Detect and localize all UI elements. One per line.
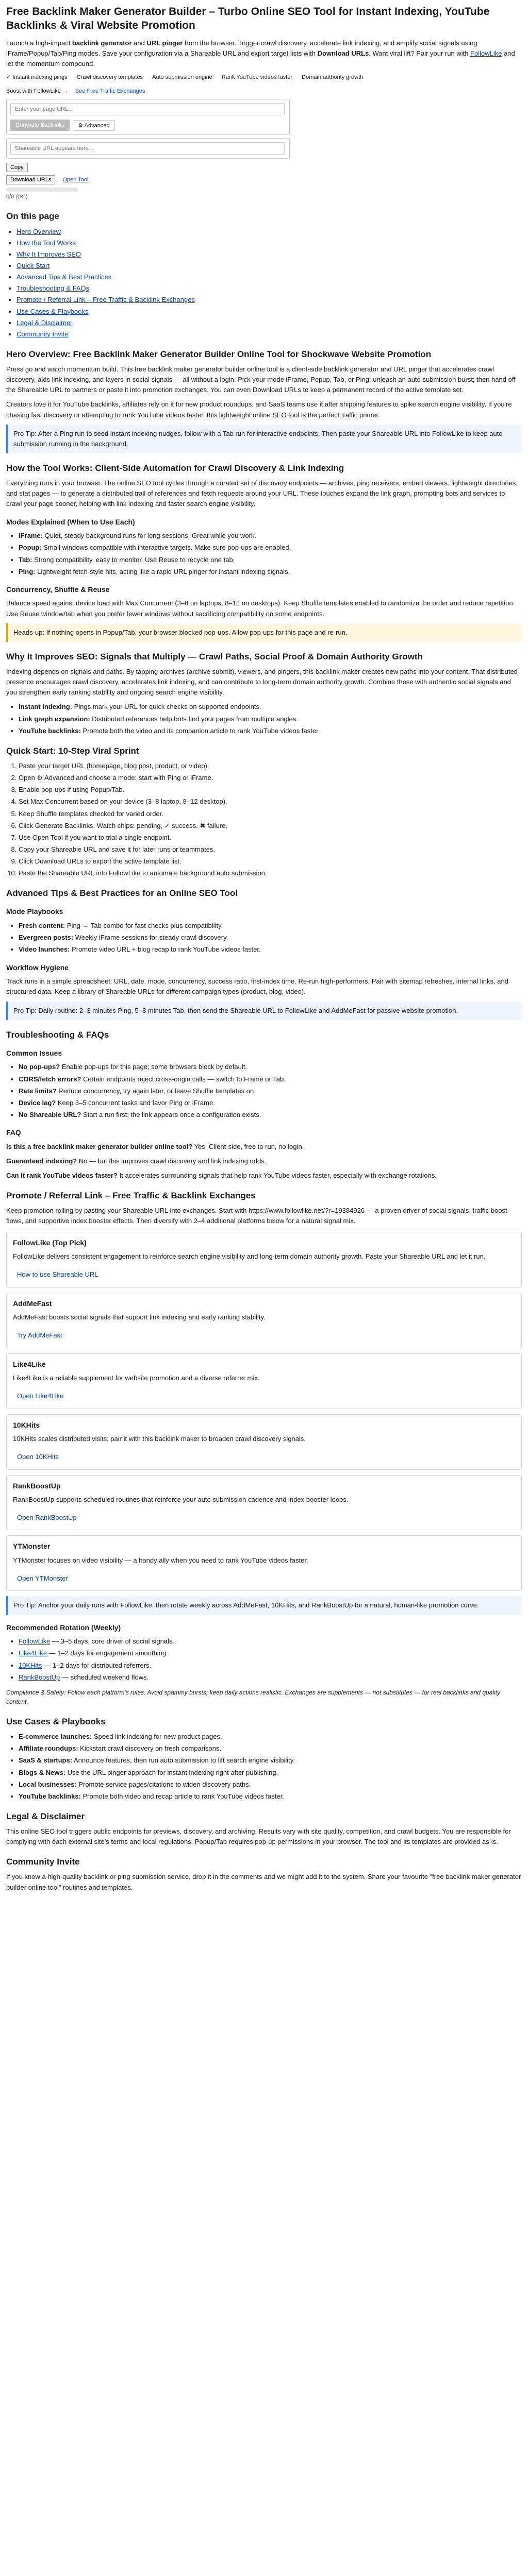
feature-chip: Domain authority growth [302, 74, 364, 81]
hero-heading: Hero Overview: Free Backlink Maker Generator Builder Online Tool for Shockwave Website Promotion [6, 349, 432, 359]
card-button[interactable]: How to use Shareable URL [17, 1270, 98, 1279]
step-item: 2. Open ⚙ Advanced and choose a mode: start with Ping or iFrame. [19, 773, 522, 783]
toc-item [16, 249, 522, 260]
step-item: 6. Click Generate Backlinks. Watch chips: pending, ✓ success, ✖ failure. [19, 821, 522, 831]
playbook-item: • Evergreen posts: Weekly iFrame sessions for steady crawl discovery. [19, 933, 522, 943]
toc-item [16, 272, 522, 282]
rotation-heading: Recommended Rotation (Weekly) [6, 1623, 121, 1632]
mode-item: • Tab: Strong compatibility, easy to monitor. Use Reuse to recycle one tab. [19, 555, 522, 565]
toc-link-trouble[interactable]: Troubleshooting & FAQs [16, 284, 90, 293]
compliance-note: Compliance & Safety: Follow each platform's rules. Avoid spammy bursts; keep daily actions realistic. Exchanges are supplements — not substitutes — for real backlinks and quality content. [6, 1688, 501, 1706]
issue-item: • Rate limits? Reduce concurrency, try again later, or leave Shuffle templates on. [19, 1086, 522, 1096]
toc-link-quick[interactable]: Quick Start [16, 261, 50, 269]
toc-item [16, 295, 522, 305]
legal-heading: Legal & Disclaimer [6, 1811, 85, 1821]
card-button[interactable]: Open 10KHits [17, 1453, 59, 1461]
rotation-item: • Like4Like — 1–2 days for engagement smoothing. [19, 1648, 522, 1658]
download-urls-button[interactable]: Download URLs [6, 175, 55, 184]
use-case-item: • E-commerce launches: Speed link indexing for new product pages. [19, 1732, 522, 1742]
rotation-item: • FollowLike — 3–5 days, core driver of social signals. [19, 1636, 522, 1647]
step-item: 9. Click Download URLs to export the active template list. [19, 856, 522, 867]
why-list [6, 702, 522, 736]
concurrency-heading: Concurrency, Shuffle & Reuse [6, 585, 110, 594]
step-item: 4. Set Max Concurrent based on your device (3–8 laptop, 8–12 desktop). [19, 796, 522, 807]
card-text: 10KHits scales distributed visits; pair it with this backlink maker to broaden crawl discovery signals. [13, 1435, 306, 1443]
card-text: YTMonster focuses on video visibility — a handy ally when you need to rank YouTube videos faster. [13, 1556, 308, 1565]
mode-item: • Popup: Small windows compatible with interactive targets. Make sure pop-ups are enabled. [19, 543, 522, 553]
how-heading: How the Tool Works: Client-Side Automation for Crawl Discovery & Link Indexing [6, 463, 344, 473]
card-title: FollowLike (Top Pick) [13, 1238, 87, 1247]
heads-up-callout: Heads-up: If nothing opens in Popup/Tab, your browser blocked pop-ups. Allow pop-ups for this page and re-run. [6, 623, 522, 642]
exchange-card [6, 1353, 522, 1409]
toc-link-advanced[interactable]: Advanced Tips & Best Practices [16, 273, 112, 281]
quick-start-heading: Quick Start: 10-Step Viral Sprint [6, 745, 139, 756]
card-text: AddMeFast boosts social signals that support link indexing and early ranking stability. [13, 1313, 266, 1321]
issues-list [6, 1062, 522, 1120]
copy-button[interactable]: Copy [6, 163, 28, 172]
card-button[interactable]: Open YTMonster [17, 1574, 68, 1583]
toc-title: On this page [6, 211, 59, 222]
card-text: Like4Like is a reliable supplement for website promotion and a diverse referrer mix. [13, 1374, 260, 1382]
use-case-item: • SaaS & startups: Announce features, then run auto submission to lift search engine visibility. [19, 1755, 522, 1766]
open-tool-link[interactable]: Open Tool [62, 176, 89, 183]
modes-list [6, 531, 522, 577]
mode-item: • iFrame: Quiet, steady background runs for long sessions. Great while you work. [19, 531, 522, 541]
promote-heading: Promote / Referral Link – Free Traffic & Backlink Exchanges [6, 1191, 256, 1201]
table-of-contents [6, 227, 522, 340]
rotation-item: • 10KHits — 1–2 days for distributed referrers. [19, 1660, 522, 1671]
hero-paragraph: Creators love it for YouTube backlinks, affiliates rely on it for new product roundups, and SaaS teams use it after shipping features to spike search engine visibility. If you're chasing fast discovery or attempting to rank YouTube videos faster, this lightweight online SEO tool is the perfect traffic primer. [6, 400, 512, 419]
followlike-link[interactable]: FollowLike [470, 49, 502, 57]
rotation-item: • RankBoostUp — scheduled weekend flows. [19, 1672, 522, 1683]
why-item: • Instant indexing: Pings mark your URL for quick checks on supported endpoints. [19, 702, 522, 712]
card-button[interactable]: Try AddMeFast [17, 1331, 62, 1340]
feature-chip: ✓ Instant indexing pings [6, 74, 68, 81]
community-paragraph: If you know a high-quality backlink or ping submission service, drop it in the comments and we might add it to the system. Share your favourite "free backlink maker generator builder online tool" routines and templates. [6, 1873, 521, 1891]
page-url-input[interactable] [10, 103, 285, 115]
issues-heading: Common Issues [6, 1048, 62, 1057]
use-case-item: • Local businesses: Promote service pages/citations to widen discovery paths. [19, 1780, 522, 1790]
faq-heading: FAQ [6, 1128, 21, 1137]
pro-tip-callout: Pro Tip: Anchor your daily runs with FollowLike, then rotate weekly across AddMeFast, 10KHits, and RankBoostUp for a natural, human-like promotion curve. [6, 1596, 522, 1615]
toc-item [16, 307, 522, 317]
card-text: FollowLike delivers consistent engagement to reinforce search engine visibility and long-term domain authority growth. Paste your Shareable URL and let it run. [13, 1252, 486, 1261]
step-item: 10. Paste the Shareable URL into FollowLike to automate background auto submission. [19, 868, 522, 878]
promo-row [6, 87, 522, 96]
issue-item: • Device lag? Keep 3–5 concurrent tasks and favor Ping or iFrame. [19, 1098, 522, 1108]
url-panel [6, 99, 290, 135]
issue-item: • No pop-ups? Enable pop-ups for this page; some browsers block by default. [19, 1062, 522, 1072]
page-title: Free Backlink Maker Generator Builder – Turbo Online SEO Tool for Instant Indexing, YouTube Backlinks & Viral Website Promotion [6, 6, 490, 31]
toc-link-how[interactable]: How the Tool Works [16, 239, 76, 247]
exchange-card [6, 1475, 522, 1531]
how-paragraph: Everything runs in your browser. The online SEO tool cycles through a curated set of discovery endpoints — archives, ping receivers, embed viewers, lightweight directories, and stat pages — to generate a distributed trail of references and fetch requests around your URL. These touches expand the link graph, prompting bots and services to crawl your page sooner, helping with link indexing and faster search engine visibility. [6, 479, 518, 508]
toc-item [16, 318, 522, 328]
progress-bar [6, 188, 78, 192]
faq-item: Is this a free backlink maker generator builder online tool? Yes. Client-side, free to run, no login. [6, 1142, 304, 1150]
progress-text: 0/0 (0%) [6, 194, 28, 200]
use-case-item: • Affiliate roundups: Kickstart crawl discovery on fresh comparisons. [19, 1743, 522, 1754]
promote-intro: Keep promotion rolling by pasting your Shareable URL into exchanges. Start with https://www.followlike.net/?r=19384926 — a proven driver of social signals, traffic boost-flows, and supportive index booster effects. Then diversify with 2–4 additional platforms below for a natural signal mix. [6, 1207, 509, 1225]
feature-chip: Crawl discovery templates [76, 74, 143, 81]
exchange-card [6, 1293, 522, 1348]
card-button[interactable]: Open RankBoostUp [17, 1514, 77, 1522]
playbooks-heading: Mode Playbooks [6, 907, 63, 916]
community-heading: Community Invite [6, 1857, 80, 1867]
workflow-heading: Workflow Hygiene [6, 963, 69, 972]
toc-link-legal[interactable]: Legal & Disclaimer [16, 318, 73, 327]
copy-row [6, 162, 522, 172]
toc-item [16, 238, 522, 248]
step-item: 3. Enable pop-ups if using Popup/Tab. [19, 785, 522, 795]
use-case-item: • Blogs & News: Use the URL pinger approach for instant indexing right after publishing. [19, 1768, 522, 1778]
step-item: 8. Copy your Shareable URL and save it for later runs or teammates. [19, 844, 522, 855]
exchange-card [6, 1414, 522, 1470]
shareable-url-field[interactable] [10, 142, 285, 155]
rotation-link[interactable]: 10KHits [19, 1661, 42, 1669]
why-item: • Link graph expansion: Distributed references help bots find your pages from multiple angles. [19, 714, 522, 724]
boost-followlike-link[interactable]: Boost with FollowLike → [6, 88, 68, 95]
modes-heading: Modes Explained (When to Use Each) [6, 517, 135, 526]
rotation-list [6, 1636, 522, 1683]
use-case-item: • YouTube backlinks: Promote both video and recap article to rank YouTube videos faster. [19, 1791, 522, 1802]
share-panel [6, 138, 290, 159]
intro-paragraph: Launch a high-impact backlink generator and URL pinger from the browser. Trigger crawl discovery, accelerate link indexing, and amplify social signals using iFrame/Popup/Tab/Ping modes. Save your configuration via a Shareable URL and export target lists with Download URLs. Want viral lift? Pair your run with FollowLike and let the momentum compound. [6, 39, 515, 68]
legal-paragraph: This online SEO tool triggers public endpoints for previews, discovery, and archiving. Results vary with site quality, competition, and crawl budgets. You are responsible for complying with each external site's terms and local regulations. Popup/Tab requires pop-up permissions in your browser. The tool and its templates are provided as-is. [6, 1827, 511, 1846]
export-row [6, 175, 522, 184]
concurrency-paragraph: Balance speed against device load with Max Concurrent (3–8 on laptops, 8–12 on desktops). Keep Shuffle templates enabled to randomize the order and reduce repetition. Use Reuse window/tab when you prefer fewer windows without sacrificing compatibility on some endpoints. [6, 599, 515, 618]
card-title: 10KHits [13, 1420, 40, 1429]
traffic-exchanges-link[interactable]: See Free Traffic Exchanges [75, 88, 145, 95]
toc-link-why[interactable]: Why It Improves SEO [16, 250, 81, 258]
toc-item [16, 329, 522, 340]
toc-item [16, 283, 522, 294]
backlink-tool [6, 73, 522, 201]
why-heading: Why It Improves SEO: Signals that Multiply — Crawl Paths, Social Proof & Domain Authority Growth [6, 651, 423, 662]
card-title: Like4Like [13, 1360, 46, 1368]
card-title: AddMeFast [13, 1299, 52, 1308]
toc-link-promote[interactable]: Promote / Referral Link – Free Traffic & Backlink Exchanges [16, 296, 195, 304]
playbooks-list [6, 921, 522, 955]
toc-link-hero[interactable]: Hero Overview [16, 227, 61, 235]
hero-paragraph: Press go and watch momentum build. This free backlink maker generator builder online tool is a client-side backlink generator and URL pinger that accelerates crawl discovery, aids link indexing, and layers in social signals — all without a login. Pick your mode iFrame, Popup, Tab, or Ping; unleash an auto submission burst; then hand off the Shareable URL to partners or paste it into promotion exchanges. You can even Download URLs to keep a permanent record of the active template set. [6, 365, 516, 394]
step-item: 1. Paste your target URL (homepage, blog post, product, or video). [19, 761, 522, 771]
playbook-item: • Fresh content: Ping → Tab combo for fast checks plus compatibility. [19, 921, 522, 931]
step-item: 5. Keep Shuffle templates checked for varied order. [19, 809, 522, 819]
pro-tip-callout: Pro Tip: Daily routine: 2–3 minutes Ping, 5–8 minutes Tab, then send the Shareable URL to FollowLike and AddMeFast for passive website promotion. [6, 1002, 522, 1020]
faq-item: Can it rank YouTube videos faster? It accelerates surrounding signals that help rank YouTube videos faster, especially with exchange rotations. [6, 1172, 437, 1180]
card-title: RankBoostUp [13, 1481, 61, 1490]
faq-item: Guaranteed indexing? No — but this improves crawl discovery and link indexing odds. [6, 1157, 267, 1165]
card-title: YTMonster [13, 1542, 51, 1551]
step-item: 7. Use Open Tool if you want to trial a single endpoint. [19, 833, 522, 843]
rotation-link[interactable]: FollowLike [19, 1637, 51, 1646]
mode-item: • Ping: Lightweight fetch-style hits, acting like a rapid URL pinger for instant indexing signals. [19, 567, 522, 577]
playbook-item: • Video launches: Promote video URL + blog recap to rank YouTube videos faster. [19, 944, 522, 955]
feature-chip: Rank YouTube videos faster [221, 74, 293, 81]
rotation-link[interactable]: Like4Like [19, 1649, 47, 1657]
issue-item: • No Shareable URL? Start a run first; the link appears once a configuration exists. [19, 1110, 522, 1120]
generate-backlinks-button[interactable]: Generate Backlinks [10, 120, 70, 131]
toc-item [16, 227, 522, 237]
toc-item [16, 261, 522, 271]
issue-item: • CORS/fetch errors? Certain endpoints reject cross-origin calls — switch to Frame or Tab. [19, 1074, 522, 1084]
why-paragraph: Indexing depends on signals and paths. By tapping archives (archive submit), viewers, and pingers, this backlink maker creates new paths into your content. That distributed presence encourages crawl discovery, accelerates link indexing, and can contribute to long-term domain authority growth. Combine these with authentic social signals and you strengthen early ranking stability and ongoing search engine visibility. [6, 668, 518, 697]
use-cases-list [6, 1732, 522, 1802]
troubleshooting-heading: Troubleshooting & FAQs [6, 1029, 109, 1040]
toc-link-usecases[interactable]: Use Cases & Playbooks [16, 307, 89, 315]
why-item: • YouTube backlinks: Promote both the video and its companion article to rank YouTube videos faster. [19, 726, 522, 736]
feature-chip: Auto submission engine [152, 74, 212, 81]
controls-row [10, 120, 286, 131]
exchange-card [6, 1535, 522, 1591]
toc-link-community[interactable]: Community Invite [16, 330, 69, 338]
feature-chips [6, 73, 522, 82]
advanced-heading: Advanced Tips & Best Practices for an Online SEO Tool [6, 888, 238, 899]
use-cases-heading: Use Cases & Playbooks [6, 1717, 106, 1727]
rotation-link[interactable]: RankBoostUp [19, 1673, 60, 1681]
quick-start-steps [6, 761, 522, 878]
exchange-card [6, 1232, 522, 1287]
card-text: RankBoostUp supports scheduled routines that reinforce your auto submission cadence and index booster loops. [13, 1496, 349, 1504]
advanced-toggle-button[interactable]: ⚙ Advanced [73, 120, 114, 131]
pro-tip-callout: Pro Tip: After a Ping run to seed instant indexing nudges, follow with a Tab run for interactive endpoints. Then paste your Shareable URL into FollowLike to keep auto submission running in the background. [6, 425, 522, 453]
card-button[interactable]: Open Like4Like [17, 1392, 64, 1400]
workflow-paragraph: Track runs in a simple spreadsheet: URL, date, mode, concurrency, success ratio, first-index time. Re-run high-performers. Pair with sitemap refreshes, internal links, and structured data. Keep a library of Shareable URLs for different campaign types (product, blog, video). [6, 977, 508, 996]
